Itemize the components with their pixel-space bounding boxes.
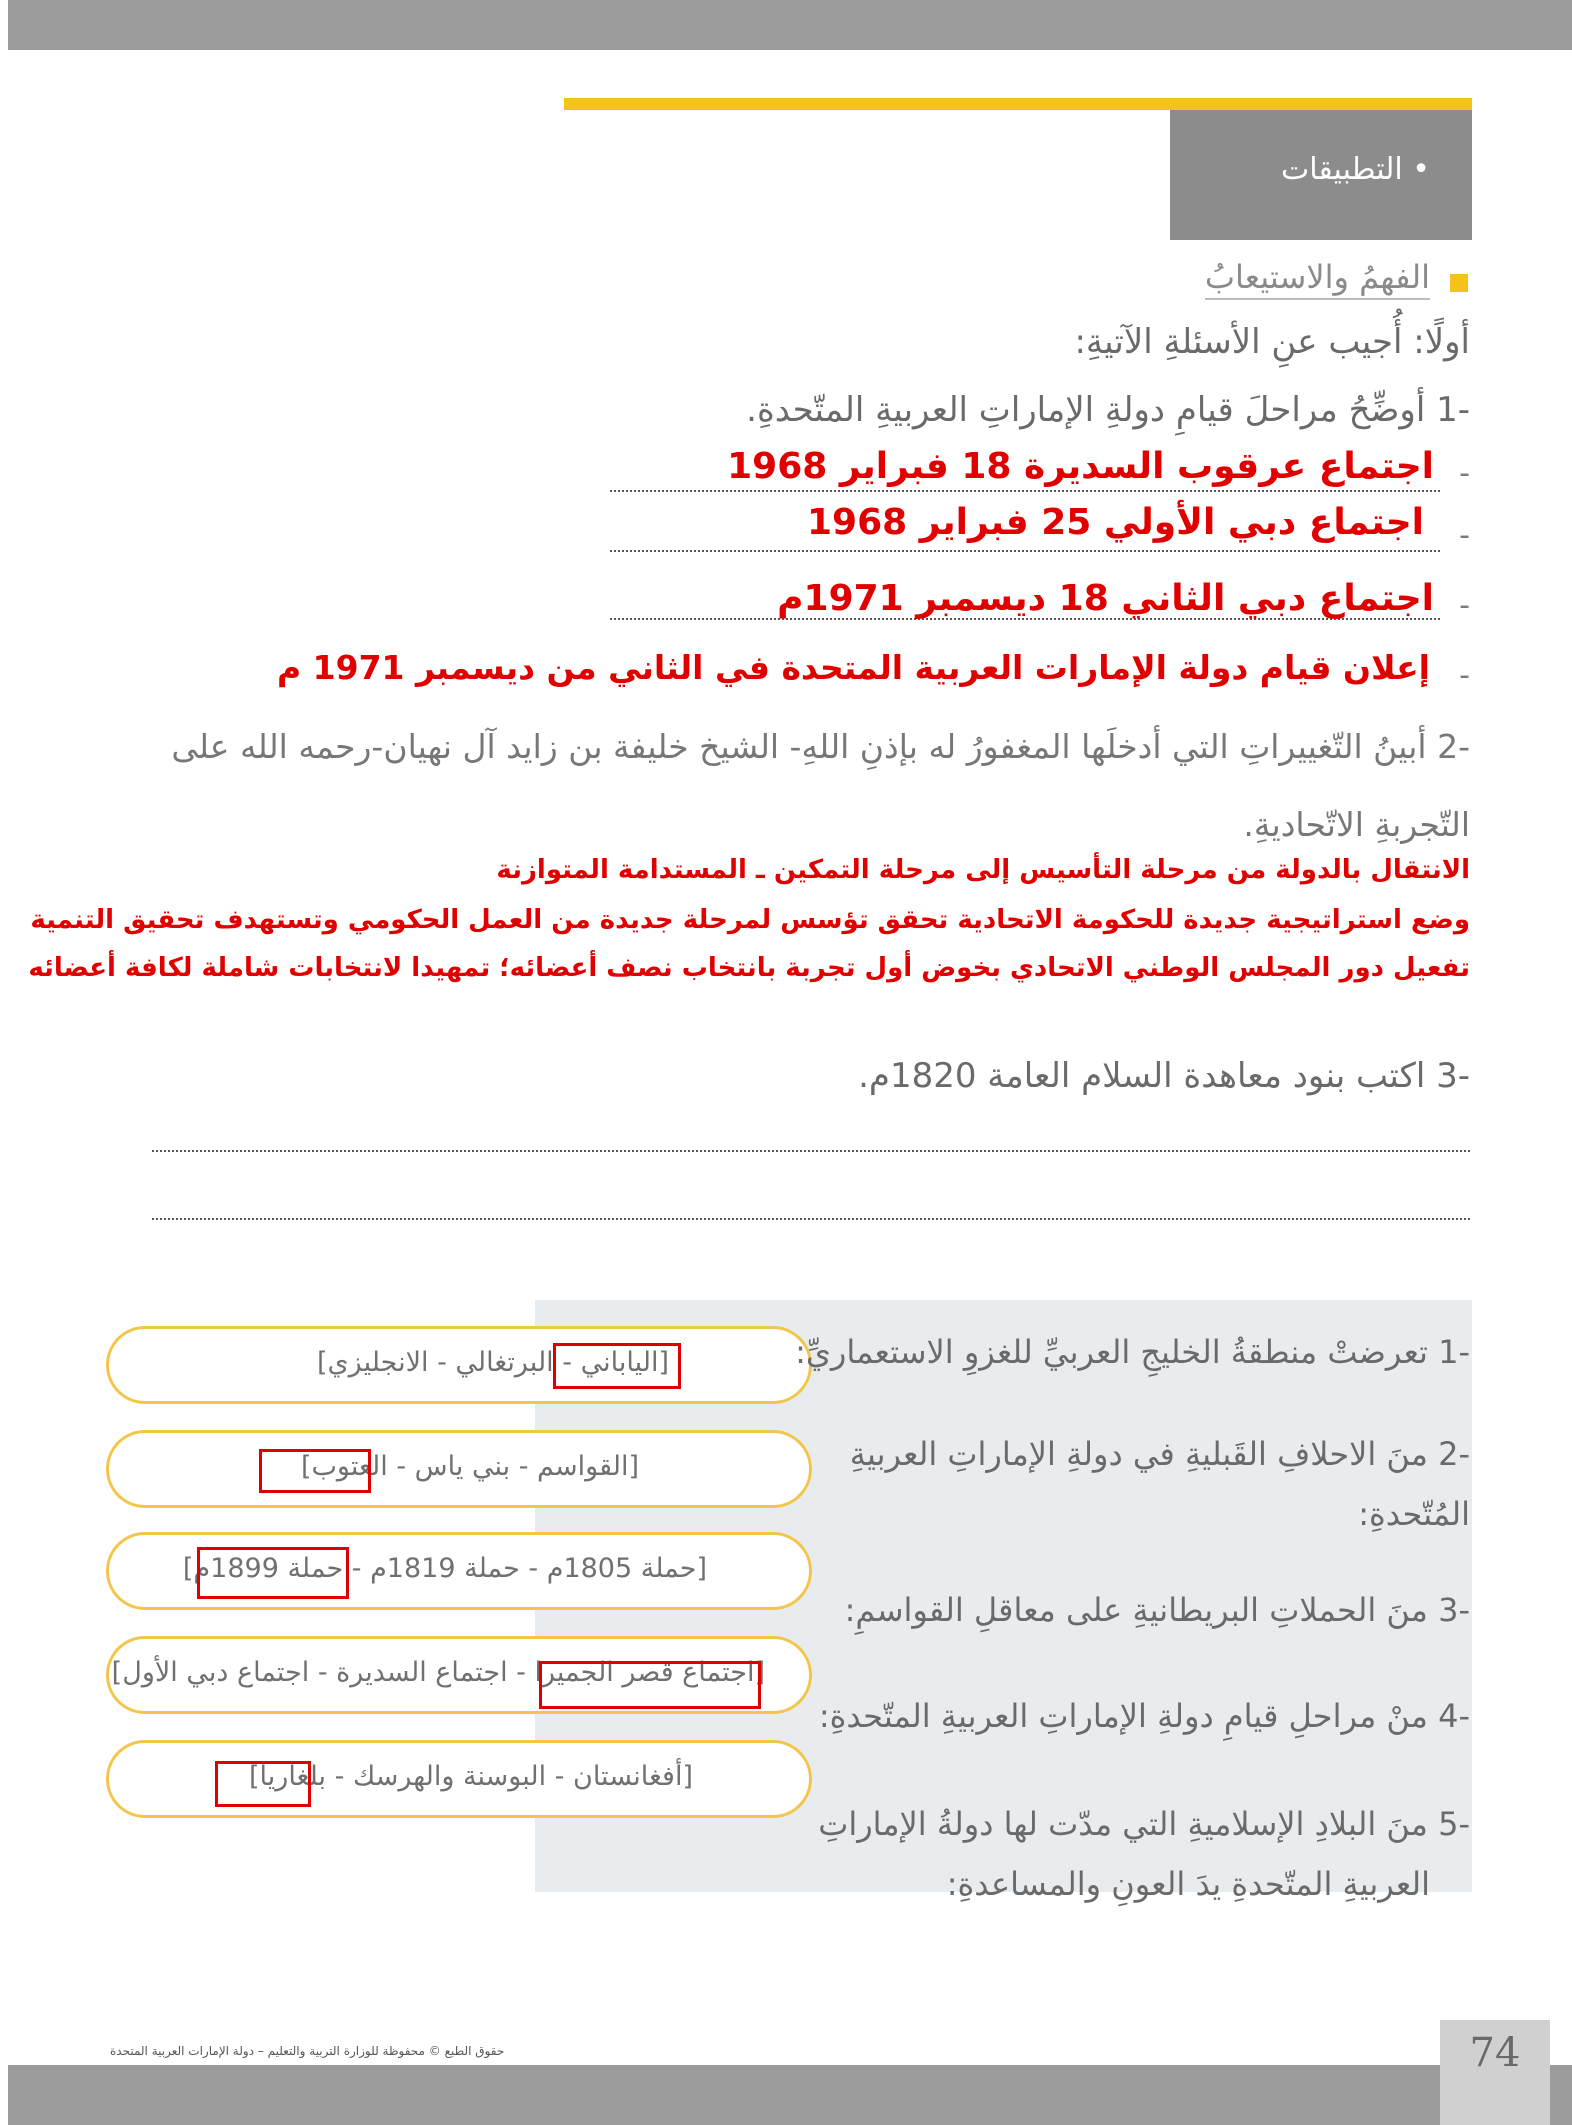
copyright-notice: حقوق الطبع © محفوظة للوزارة التربية والتعليم – دولة الإمارات العربية المتحدة [110,2044,505,2058]
answer-line-3 [610,580,1470,630]
section-tab [1170,110,1472,240]
q2-answer-1: الانتقال بالدولة من مرحلة التأسيس إلى مرحلة التمكين ـ المستدامة المتوازنة [496,855,1470,885]
subheading: الفهمُ والاستيعابُ [1205,258,1430,300]
choice-pill-3[interactable] [106,1532,812,1610]
choice-pill-4[interactable] [106,1636,812,1714]
q1-answer-3: اجتماع دبي الثاني 18 ديسمبر 1971م [777,578,1434,619]
selected-answer-mark [215,1761,311,1807]
question-3: -3 اكتب بنود معاهدة السلام العامة 1820م. [858,1056,1470,1096]
choice-pill-5[interactable] [106,1740,812,1818]
answer-dash: - [1459,588,1470,623]
question-2-line-1: -2 أبينُ التّغييراتِ التي أدخلَها المغفورُ له بإذنِ اللهِ- الشيخ خليفة بن زايد آل نهيان-رحمه الله على [171,727,1470,766]
answer-line-4 [276,648,1470,700]
selected-answer-mark [259,1449,371,1493]
answer-line-1 [610,448,1470,498]
question-1: -1 أوضِّحُ مراحلَ قيامِ دولةِ الإماراتِ العربيةِ المتّحدةِ. [746,390,1470,430]
selected-answer-mark [553,1343,681,1389]
mc-question-5-line-2: العربيةِ المتّحدةِ يدَ العونِ والمساعدةِ: [946,1865,1430,1903]
part-one-instruction: أولًا: أُجيب عنِ الأسئلةِ الآتيةِ: [1074,322,1470,362]
dotted-line [610,490,1440,492]
choice-options-3: [حملة 1805م - حملة 1819م - حملة 1899م] [182,1553,707,1584]
q2-answer-3: تفعيل دور المجلس الوطني الاتحادي بخوض أول تجربة بانتخاب نصف أعضائه؛ تمهيدا لانتخابات شاملة لكافة أعضائه [28,953,1470,983]
page-number: 74 [1469,2030,1521,2076]
answer-dash: - [1459,456,1470,491]
selected-answer-mark [539,1661,761,1709]
bottom-bar [8,2065,1572,2125]
choice-options-2: [القواسم - بني ياس - العتوب] [300,1451,639,1482]
answer-dash: - [1459,658,1470,693]
choice-pill-1[interactable] [106,1326,812,1404]
header-accent-line [564,98,1472,110]
q3-answer-line-2[interactable] [152,1218,1470,1220]
mc-question-5 [818,1794,1470,1914]
choice-pill-2[interactable] [106,1430,812,1508]
top-bar [8,0,1572,50]
mc-question-1: -1 تعرضتْ منطقةُ الخليجِ العربيِّ للغزوِ الاستعماريِّ: [795,1333,1470,1371]
answer-line-2 [610,504,1470,554]
selected-answer-mark [197,1547,349,1599]
section-title: • التطبيقات [1280,152,1430,187]
mc-question-2 [850,1424,1470,1544]
answer-dash: - [1459,518,1470,553]
choice-options-4: [اجتماع قصر الجميرا - اجتماع السديرة - اجتماع دبي الأول] [111,1657,765,1688]
choice-options-5: [أفغانستان - البوسنة والهرسك - بلغاريا] [249,1761,693,1792]
mc-question-2-line-2: المُتّحدةِ: [1358,1495,1470,1533]
square-bullet-icon [1450,274,1468,292]
q2-answer-2: وضع استراتيجية جديدة للحكومة الاتحادية تحقق تؤسس لمرحلة جديدة من العمل الحكومي وتستهدف تحقيق التنمية [30,905,1470,935]
mc-question-3: -3 منَ الحملاتِ البريطانيةِ على معاقلِ القواسمِ: [844,1591,1470,1629]
question-2-line-2: التّجربةِ الاتّحاديةِ. [1243,805,1470,844]
q3-answer-line-1[interactable] [152,1150,1470,1152]
mc-question-4: -4 منْ مراحلِ قيامِ دولةِ الإماراتِ العربيةِ المتّحدةِ: [818,1697,1470,1735]
q1-answer-2: اجتماع دبي الأولي 25 فبراير 1968 [807,502,1424,543]
question-2 [90,708,1470,864]
q1-answer-4: إعلان قيام دولة الإمارات العربية المتحدة في الثاني من ديسمبر 1971 م [276,648,1430,687]
dotted-line [610,550,1440,552]
mc-question-5-line-1: -5 منَ البلادِ الإسلاميةِ التي مدّت لها دولةُ الإماراتِ [818,1805,1470,1843]
q1-answer-1: اجتماع عرقوب السديرة 18 فبراير 1968 [727,446,1434,487]
choice-options-1: [الياباني - البرتغالي - الانجليزي] [317,1347,669,1378]
mc-question-2-line-1: -2 منَ الاحلافِ القَبليةِ في دولةِ الإماراتِ العربيةِ [849,1435,1470,1473]
